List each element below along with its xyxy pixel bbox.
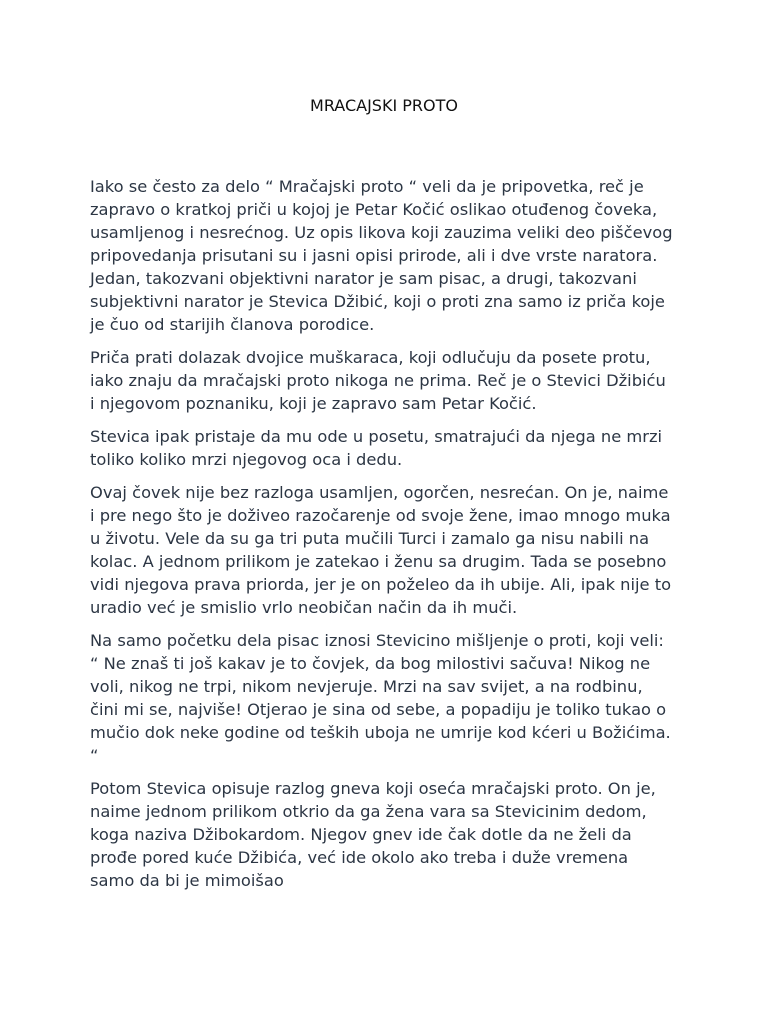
paragraph-6: Potom Stevica opisuje razlog gneva koji oseća mračajski proto. On je, naime jednom prilikom otkrio da ga žena vara sa Stevicinim dedom, koga naziva Džibokardom. Njegov gnev ide čak dotle da ne želi da prođe pored kuće Džibića, već ide okolo ako treba i duže vremena samo da bi je mimoišao [90, 779, 656, 890]
document-body [90, 175, 680, 902]
paragraph-2: Priča prati dolazak dvojice muškaraca, koji odlučuju da posete protu, iako znaju da mračajski proto nikoga ne prima. Reč je o Stevici Džibiću i njegovom poznaniku, koji je zapravo sam Petar Kočić. [90, 348, 666, 413]
paragraph-3: Stevica ipak pristaje da mu ode u posetu, smatrajući da njega ne mrzi toliko koliko mrzi njegovog oca i dedu. [90, 427, 663, 469]
page-title: MRACAJSKI PROTO [310, 96, 458, 115]
paragraph-1: Iako se često za delo “ Mračajski proto “ veli da je pripovetka, reč je zapravo o kratkoj priči u kojoj je Petar Kočić oslikao otuđenog čoveka, usamljenog i nesrećnog. Uz opis likova koji zauzima veliki deo piščevog pripovedanja prisutani su i jasni opisi prirode, ali i dve vrste naratora. Jedan, takozvani objektivni narator je sam pisac, a drugi, takozvani subjektivni narator je Stevica Džibić, koji o proti zna samo iz priča koje je čuo od starijih članova porodice. [90, 177, 673, 334]
paragraph-4: Ovaj čovek nije bez razloga usamljen, ogorčen, nesrećan. On je, naime i pre nego što je doživeo razočarenje od svoje žene, imao mnogo muka u životu. Vele da su ga tri puta mučili Turci i zamalo ga nisu nabili na kolac. A jednom prilikom je zatekao i ženu sa drugim. Tada se posebno vidi njegova prava priorda, jer je on poželeo da ih ubije. Ali, ipak nije to uradio već je smislio vrlo neobičan način da ih muči. [90, 483, 672, 617]
paragraph-5: Na samo početku dela pisac iznosi Stevicino mišljenje o proti, koji veli: “ Ne znaš ti još kakav je to čovjek, da bog milostivi sačuva! Nikog ne voli, nikog ne trpi, nikom nevjeruje. Mrzi na sav svijet, a na rodbinu, čini mi se, najviše! Otjerao je sina od sebe, a popadiju je toliko tukao o mučio dok neke godine od teških uboja ne umrije kod kćeri u Božićima. “ [90, 631, 671, 765]
